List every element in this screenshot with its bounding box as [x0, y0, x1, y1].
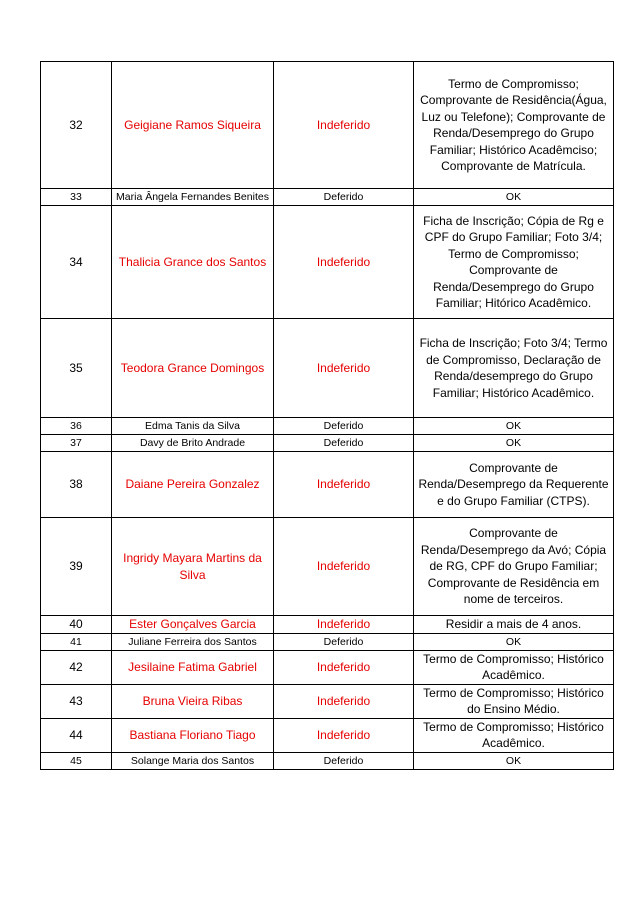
row-number: 40 — [41, 616, 112, 634]
candidate-name: Maria Ângela Fernandes Benites — [112, 189, 274, 206]
note-cell: OK — [414, 418, 614, 435]
row-number: 32 — [41, 62, 112, 189]
results-table — [40, 61, 614, 770]
row-number: 43 — [41, 684, 112, 718]
candidate-name: Jesilaine Fatima Gabriel — [112, 650, 274, 684]
candidate-name: Solange Maria dos Santos — [112, 752, 274, 769]
note-cell: Termo de Compromisso; Histórico Acadêmico. — [414, 718, 614, 752]
row-number: 42 — [41, 650, 112, 684]
table-row — [41, 684, 614, 718]
table-row — [41, 189, 614, 206]
status-cell: Indeferido — [274, 62, 414, 189]
row-number: 35 — [41, 319, 112, 418]
status-cell: Indeferido — [274, 518, 414, 616]
table-row — [41, 650, 614, 684]
row-number: 39 — [41, 518, 112, 616]
table-row — [41, 718, 614, 752]
table-row — [41, 435, 614, 452]
note-cell: Residir a mais de 4 anos. — [414, 616, 614, 634]
note-cell: Ficha de Inscrição; Cópia de Rg e CPF do Grupo Familiar; Foto 3/4; Termo de Compromisso; Comprovante de Renda/Desemprego do Grupo Familiar; Hitórico Acadêmico. — [414, 206, 614, 319]
row-number: 45 — [41, 752, 112, 769]
candidate-name: Ingridy Mayara Martins da Silva — [112, 518, 274, 616]
status-cell: Deferido — [274, 435, 414, 452]
note-cell: Termo de Compromisso; Histórico Acadêmico. — [414, 650, 614, 684]
table-row — [41, 752, 614, 769]
status-cell: Indeferido — [274, 319, 414, 418]
table-row — [41, 616, 614, 634]
status-cell: Indeferido — [274, 616, 414, 634]
status-cell: Deferido — [274, 752, 414, 769]
table-row — [41, 452, 614, 518]
table-row — [41, 418, 614, 435]
status-cell: Deferido — [274, 633, 414, 650]
row-number: 33 — [41, 189, 112, 206]
status-cell: Indeferido — [274, 452, 414, 518]
candidate-name: Geigiane Ramos Siqueira — [112, 62, 274, 189]
candidate-name: Davy de Brito Andrade — [112, 435, 274, 452]
candidate-name: Bastiana Floriano Tiago — [112, 718, 274, 752]
candidate-name: Edma Tanis da Silva — [112, 418, 274, 435]
candidate-name: Bruna Vieira Ribas — [112, 684, 274, 718]
candidate-name: Juliane Ferreira dos Santos — [112, 633, 274, 650]
row-number: 44 — [41, 718, 112, 752]
table-row — [41, 518, 614, 616]
note-cell: Comprovante de Renda/Desemprego da Requerente e do Grupo Familiar (CTPS). — [414, 452, 614, 518]
note-cell: Termo de Compromisso; Histórico do Ensino Médio. — [414, 684, 614, 718]
note-cell: Comprovante de Renda/Desemprego da Avó; Cópia de RG, CPF do Grupo Familiar; Comprovante de Residência em nome de terceiros. — [414, 518, 614, 616]
status-cell: Indeferido — [274, 684, 414, 718]
row-number: 34 — [41, 206, 112, 319]
note-cell: OK — [414, 435, 614, 452]
row-number: 38 — [41, 452, 112, 518]
row-number: 37 — [41, 435, 112, 452]
candidate-name: Ester Gonçalves Garcia — [112, 616, 274, 634]
status-cell: Deferido — [274, 189, 414, 206]
note-cell: Termo de Compromisso; Comprovante de Residência(Água, Luz ou Telefone); Comprovante de Renda/Desemprego do Grupo Familiar; Histórico Acadêmciso; Comprovante de Matrícula. — [414, 62, 614, 189]
note-cell: OK — [414, 189, 614, 206]
row-number: 41 — [41, 633, 112, 650]
status-cell: Indeferido — [274, 650, 414, 684]
candidate-name: Thalicia Grance dos Santos — [112, 206, 274, 319]
note-cell: Ficha de Inscrição; Foto 3/4; Termo de Compromisso, Declaração de Renda/desemprego do Grupo Familiar; Histórico Acadêmico. — [414, 319, 614, 418]
table-row — [41, 62, 614, 189]
row-number: 36 — [41, 418, 112, 435]
note-cell: OK — [414, 633, 614, 650]
candidate-name: Teodora Grance Domingos — [112, 319, 274, 418]
candidate-name: Daiane Pereira Gonzalez — [112, 452, 274, 518]
status-cell: Deferido — [274, 418, 414, 435]
table-row — [41, 206, 614, 319]
status-cell: Indeferido — [274, 206, 414, 319]
table-row — [41, 633, 614, 650]
table-row — [41, 319, 614, 418]
status-cell: Indeferido — [274, 718, 414, 752]
note-cell: OK — [414, 752, 614, 769]
